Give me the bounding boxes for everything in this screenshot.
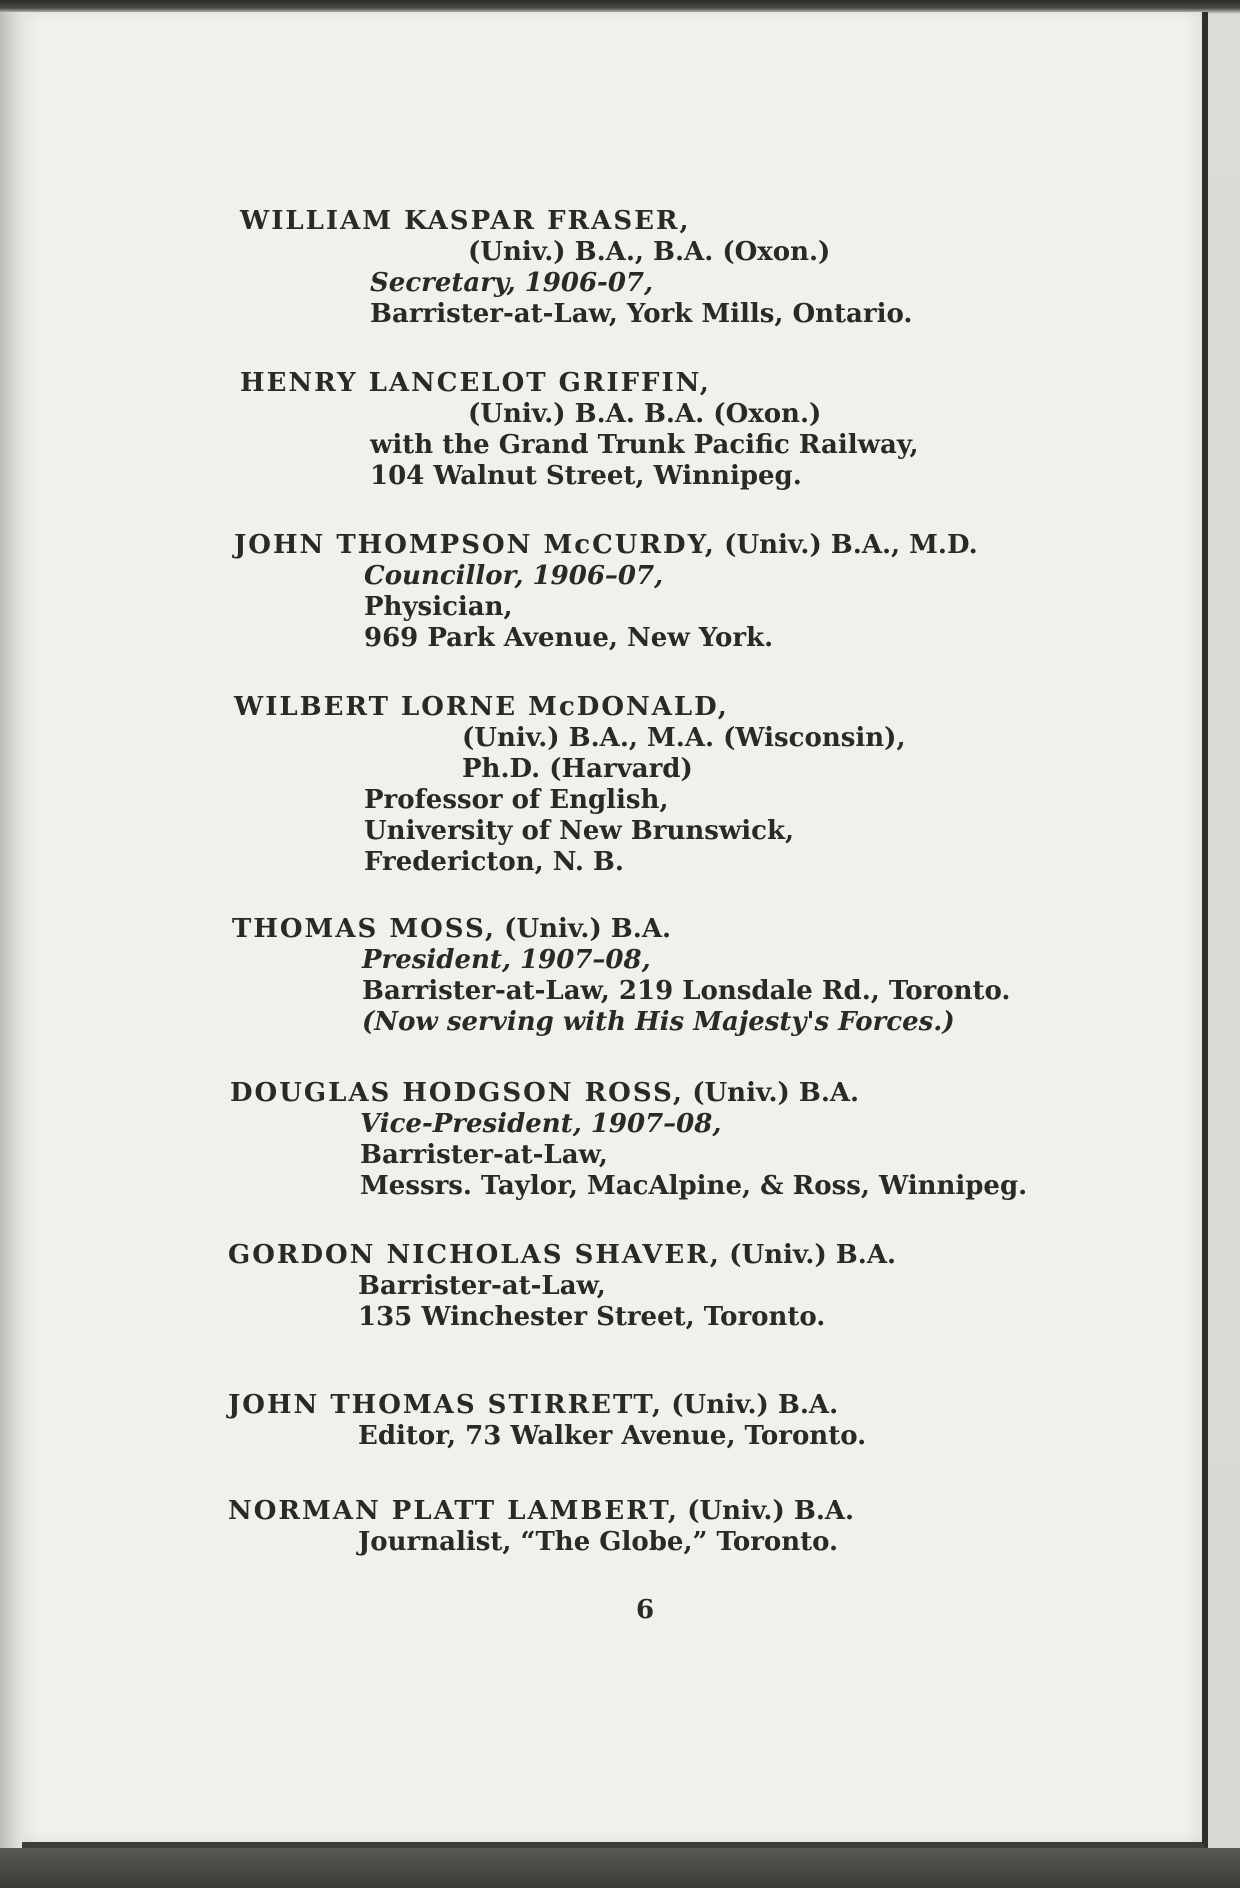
directory-entry <box>240 368 919 492</box>
entry-detail: Messrs. Taylor, MacAlpine, & Ross, Winnipeg. <box>360 1171 1028 1201</box>
entry-detail: 135 Winchester Street, Toronto. <box>358 1302 826 1332</box>
directory-entry <box>228 1240 896 1333</box>
entry-detail: Barrister-at-Law, <box>358 1271 606 1301</box>
page-content <box>22 12 1202 1842</box>
entry-detail: Barrister-at-Law, 219 Lonsdale Rd., Toronto. <box>362 976 1011 1006</box>
directory-entry <box>230 1078 1027 1202</box>
directory-entry <box>228 1390 866 1452</box>
entry-degrees: (Univ.) B.A. <box>504 914 672 944</box>
directory-entry <box>240 206 912 330</box>
entry-degrees: (Univ.) B.A., M.A. (Wisconsin), <box>462 723 906 753</box>
entry-name: JOHN THOMAS STIRRETT, <box>228 1390 663 1420</box>
book-page <box>22 12 1208 1852</box>
scan-bottom-border <box>0 1848 1240 1888</box>
entry-degrees: (Univ.) B.A. <box>671 1390 839 1420</box>
entry-detail: Editor, 73 Walker Avenue, Toronto. <box>358 1421 867 1451</box>
page-left-edge <box>0 12 22 1852</box>
directory-entry <box>234 530 978 654</box>
entry-detail: Professor of English, <box>364 785 669 815</box>
entry-detail: Barrister-at-Law, York Mills, Ontario. <box>370 299 913 329</box>
entry-degrees: (Univ.) B.A., B.A. (Oxon.) <box>468 237 831 267</box>
entry-degrees: (Univ.) B.A., M.D. <box>724 530 978 560</box>
entry-detail: Barrister-at-Law, <box>360 1140 608 1170</box>
entry-name: THOMAS MOSS, <box>232 914 496 944</box>
entry-name: GORDON NICHOLAS SHAVER, <box>228 1240 721 1270</box>
entry-degrees: (Univ.) B.A. <box>692 1078 860 1108</box>
entry-detail: University of New Brunswick, <box>364 816 795 846</box>
entry-name: WILBERT LORNE McDONALD, <box>234 692 729 722</box>
entry-detail: Journalist, “The Globe,” Toronto. <box>358 1527 839 1557</box>
entry-degrees: Ph.D. (Harvard) <box>462 754 693 784</box>
entry-degrees: (Univ.) B.A. <box>687 1496 855 1526</box>
entry-detail: Fredericton, N. B. <box>364 847 624 877</box>
entry-detail: with the Grand Trunk Pacific Railway, <box>370 430 919 460</box>
entry-name: NORMAN PLATT LAMBERT, <box>228 1496 679 1526</box>
entry-office: President, 1907–08, <box>362 945 651 975</box>
entry-degrees: (Univ.) B.A. B.A. (Oxon.) <box>468 399 822 429</box>
entry-note: (Now serving with His Majesty's Forces.) <box>362 1007 955 1037</box>
entry-office: Councillor, 1906–07, <box>364 561 664 591</box>
entry-office: Vice-President, 1907–08, <box>360 1109 722 1139</box>
entry-name: JOHN THOMPSON McCURDY, <box>234 530 716 560</box>
entry-office: Secretary, 1906-07, <box>370 268 654 298</box>
entry-degrees: (Univ.) B.A. <box>729 1240 897 1270</box>
directory-entry <box>228 1496 854 1558</box>
directory-entry <box>232 914 1010 1038</box>
entry-name: WILLIAM KASPAR FRASER, <box>240 206 691 236</box>
entry-detail: 969 Park Avenue, New York. <box>364 623 774 653</box>
entry-detail: Physician, <box>364 592 513 622</box>
entry-name: DOUGLAS HODGSON ROSS, <box>230 1078 684 1108</box>
page-number: 6 <box>636 1595 655 1625</box>
directory-entry <box>234 692 906 878</box>
entry-name: HENRY LANCELOT GRIFFIN, <box>240 368 711 398</box>
entry-detail: 104 Walnut Street, Winnipeg. <box>370 461 802 491</box>
